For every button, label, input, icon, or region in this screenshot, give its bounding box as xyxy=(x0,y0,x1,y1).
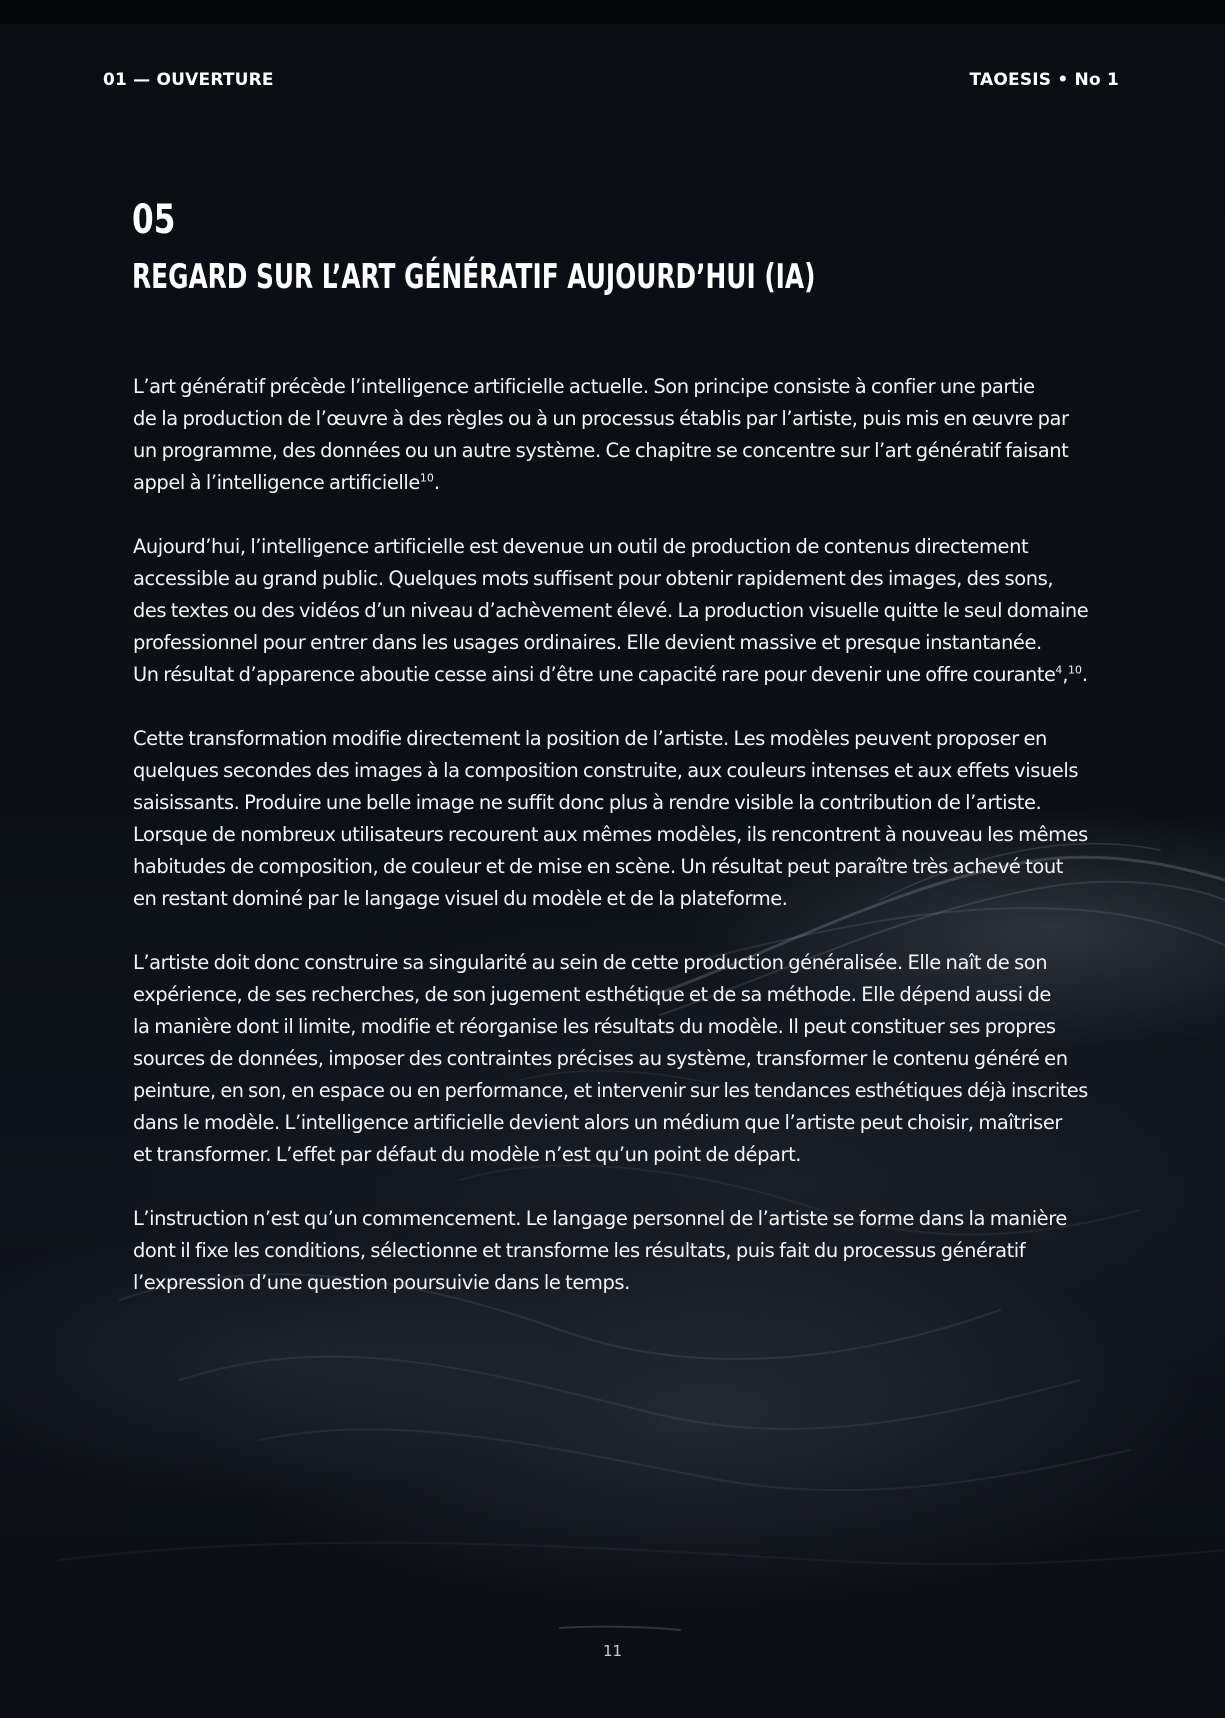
paragraph xyxy=(133,371,1093,499)
chapter-number: 05 xyxy=(132,197,176,243)
text-line: et transformer. L’effet par défaut du modèle n’est qu’un point de départ. xyxy=(133,1143,802,1166)
paragraph xyxy=(133,947,1093,1171)
paragraph xyxy=(133,531,1093,691)
text-line: expérience, de ses recherches, de son jugement esthétique et de sa méthode. Elle dépend aussi de xyxy=(133,983,1051,1006)
text-line: l’expression d’une question poursuivie dans le temps. xyxy=(133,1271,630,1294)
footnote-reference: 10 xyxy=(1068,663,1082,677)
text-line: saisissants. Produire une belle image ne suffit donc plus à rendre visible la contribution de l’artiste. xyxy=(133,791,1042,814)
text-line: Lorsque de nombreux utilisateurs recourent aux mêmes modèles, ils rencontrent à nouveau les mêmes xyxy=(133,823,1088,846)
paragraph xyxy=(133,723,1093,915)
text-line: la manière dont il limite, modifie et réorganise les résultats du modèle. Il peut constituer ses propres xyxy=(133,1015,1056,1038)
text-line: dans le modèle. L’intelligence artificielle devient alors un médium que l’artiste peut choisir, maîtriser xyxy=(133,1111,1062,1134)
chapter-title: REGARD SUR L’ART GÉNÉRATIF AUJOURD’HUI (IA) xyxy=(132,257,816,297)
publication-header: TAOESIS • No 1 xyxy=(969,70,1119,90)
text-line: appel à l’intelligence artificielle$^{10}$. xyxy=(133,471,440,494)
text-line: professionnel pour entrer dans les usages ordinaires. Elle devient massive et presque instantanée. xyxy=(133,631,1042,654)
text-line: sources de données, imposer des contraintes précises au système, transformer le contenu généré en xyxy=(133,1047,1068,1070)
text-line: en restant dominé par le langage visuel du modèle et de la plateforme. xyxy=(133,887,788,910)
paragraph xyxy=(133,1203,1093,1299)
footnote-reference: 10 xyxy=(419,471,434,485)
text-line: L’artiste doit donc construire sa singularité au sein de cette production généralisée. Elle naît de son xyxy=(133,951,1048,974)
section-header: 01 — OUVERTURE xyxy=(103,70,274,90)
text-line: L’instruction n’est qu’un commencement. Le langage personnel de l’artiste se forme dans la manière xyxy=(133,1207,1067,1230)
text-line: quelques secondes des images à la composition construite, aux couleurs intenses et aux effets visuels xyxy=(133,759,1079,782)
text-line: dont il fixe les conditions, sélectionne et transforme les résultats, puis fait du processus génératif xyxy=(133,1239,1026,1262)
page-number: 11 xyxy=(602,1642,623,1660)
body-text xyxy=(133,371,1093,1331)
text-line: un programme, des données ou un autre système. Ce chapitre se concentre sur l’art génératif faisant xyxy=(133,439,1069,462)
text-line: Cette transformation modifie directement la position de l’artiste. Les modèles peuvent proposer en xyxy=(133,727,1047,750)
text-line: accessible au grand public. Quelques mots suffisent pour obtenir rapidement des images, des sons, xyxy=(133,567,1054,590)
footnote-reference: 4 xyxy=(1055,663,1063,677)
text-line: Un résultat d’apparence aboutie cesse ainsi d’être une capacité rare pour devenir une offre courante$^4$,$^{10}$. xyxy=(133,663,1088,686)
text-line: de la production de l’œuvre à des règles ou à un processus établis par l’artiste, puis mis en œuvre par xyxy=(133,407,1069,430)
text-line: peinture, en son, en espace ou en performance, et intervenir sur les tendances esthétiques déjà inscrites xyxy=(133,1079,1088,1102)
text-line: Aujourd’hui, l’intelligence artificielle est devenue un outil de production de contenus directement xyxy=(133,535,1029,558)
text-line: des textes ou des vidéos d’un niveau d’achèvement élevé. La production visuelle quitte le seul domaine xyxy=(133,599,1089,622)
text-line: L’art génératif précède l’intelligence artificielle actuelle. Son principe consiste à confier une partie xyxy=(133,375,1035,398)
text-line: habitudes de composition, de couleur et de mise en scène. Un résultat peut paraître très achevé tout xyxy=(133,855,1063,878)
